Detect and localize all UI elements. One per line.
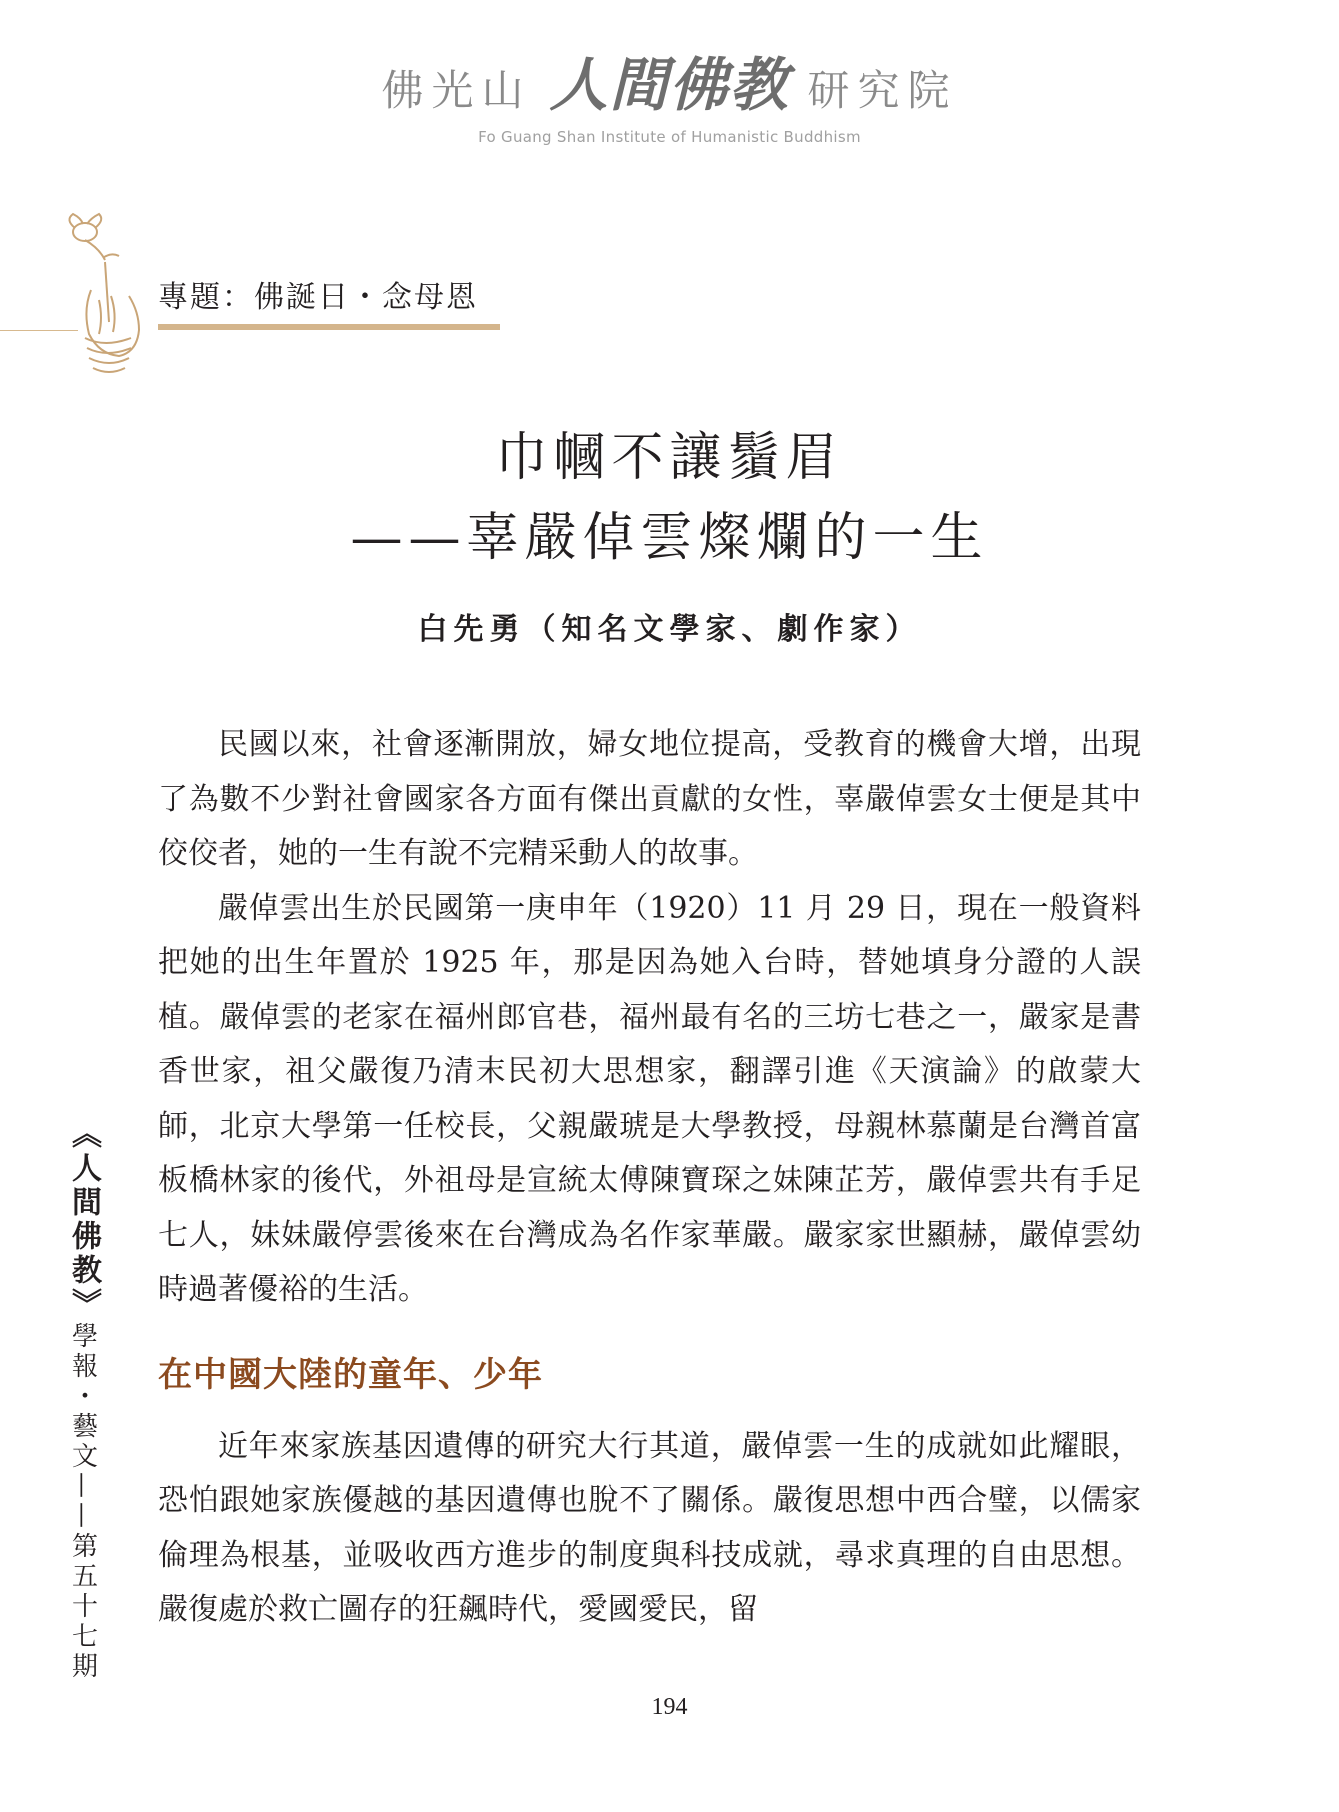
article-subtitle: ——辜嚴倬雲燦爛的一生: [350, 508, 989, 568]
sidebar-issue: 學報・藝文——第五十七期: [67, 1322, 98, 1682]
paragraph: 近年來家族基因遺傳的研究大行其道，嚴倬雲一生的成就如此耀眼，恐怕跟她家族優越的基因遺傳也脫不了關係。嚴復思想中西合璧，以儒家倫理為根基，並吸收西方進步的制度與科技成就，尋求真理的自由思想。嚴復處於救亡圖存的狂飆時代，愛國愛民，留: [158, 1428, 1141, 1627]
section-heading: 在中國大陸的童年、少年: [158, 1354, 543, 1395]
topic-underline: [158, 324, 500, 330]
paragraph: 民國以來，社會逐漸開放，婦女地位提高，受教育的機會大增，出現了為數不少對社會國家各方面有傑出貢獻的女性，辜嚴倬雲女士便是其中佼佼者，她的一生有說不完精采動人的故事。: [158, 727, 1141, 871]
masthead-logo: [0, 38, 1339, 122]
masthead-part-c: 研究院: [807, 66, 958, 115]
article-main-title: 巾幗不讓鬚眉: [495, 428, 844, 488]
sidebar-journal-name: 《人間佛教》: [66, 1118, 101, 1322]
article-author: 白先勇（知名文學家、劇作家）: [417, 612, 922, 647]
paragraph: 嚴倬雲出生於民國第一庚申年（1920）11 月 29 日，現在一般資料把她的出生年置於 1925 年，那是因為她入台時，替她填身分證的人誤植。嚴倬雲的老家在福州郎官巷，福州最有名的三坊七巷之一，嚴家是書香世家，祖父嚴復乃清末民初大思想家，翻譯引進《天演論》的啟蒙大師，北京大學第一任校長，父親嚴琥是大學教授，母親林慕蘭是台灣首富板橋林家的後代，外祖母是宣統太傅陳寶琛之妹陳芷芳，嚴倬雲共有手足七人，妹妹嚴停雲後來在台灣成為名作家華嚴。嚴家家世顯赫，嚴倬雲幼時過著優裕的生活。: [158, 890, 1141, 1307]
journal-sidebar: [58, 1118, 108, 1682]
masthead: [0, 38, 1339, 146]
buddha-hand-ornament-icon: [55, 210, 150, 380]
topic-label: 專題：佛誕日・念母恩: [158, 280, 478, 315]
masthead-subtitle: Fo Guang Shan Institute of Humanistic Buddhism: [478, 128, 861, 146]
masthead-part-a: 佛光山: [381, 66, 532, 115]
page-number: 194: [651, 1694, 688, 1720]
masthead-part-b: 人間佛教: [549, 51, 790, 119]
article-title: [0, 418, 1339, 578]
article-body: [158, 718, 1141, 1638]
